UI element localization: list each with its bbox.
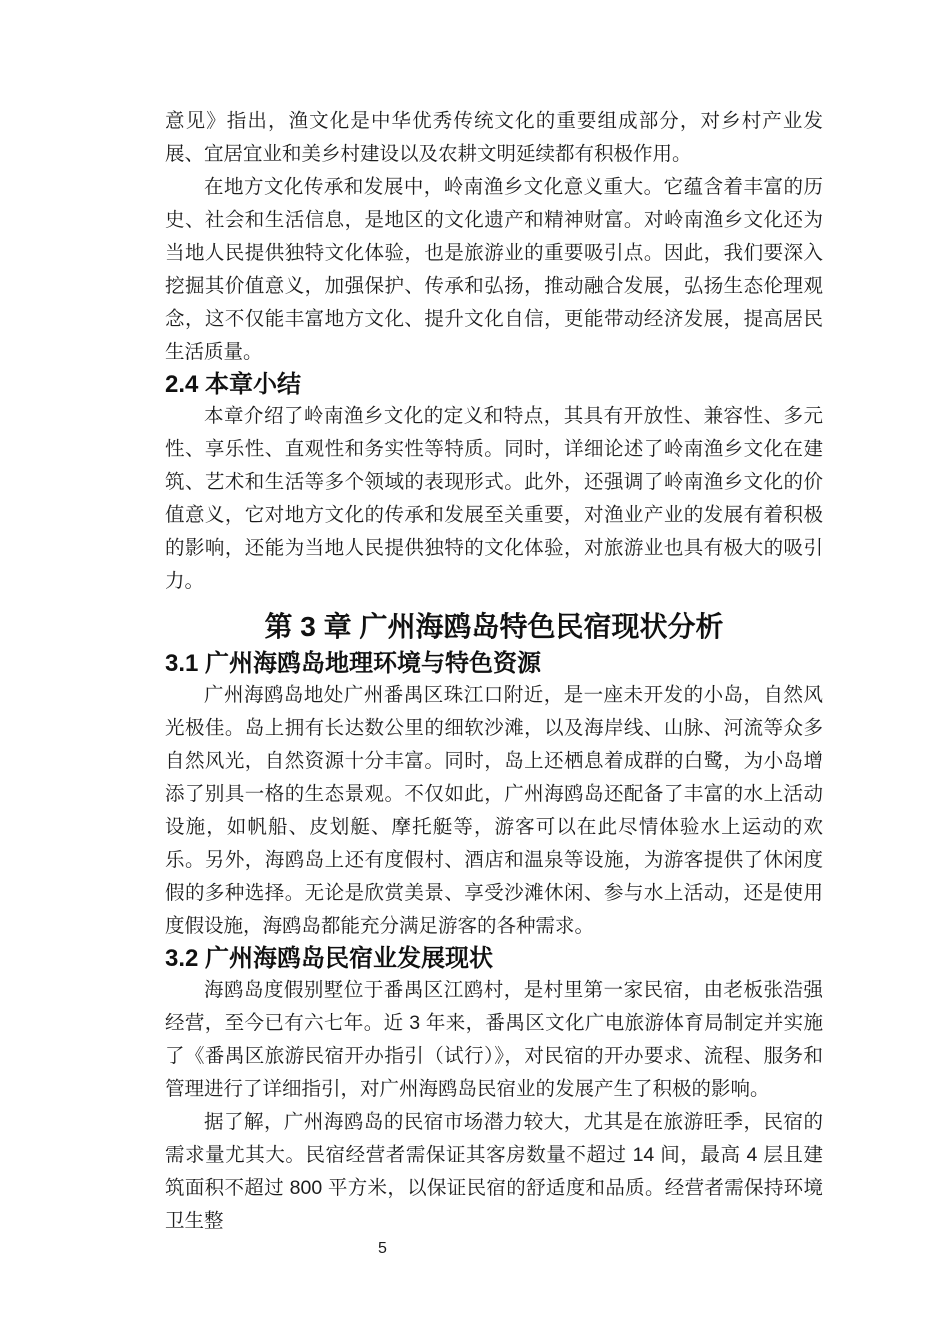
paragraph-homestay-development: 海鸥岛度假别墅位于番禺区江鸥村，是村里第一家民宿，由老板张浩强经营，至今已有六七年。近 3 年来，番禺区文化广电旅游体育局制定并实施了《番禺区旅游民宿开办指引（试行）》，对民宿的开办要求、流程、服务和管理进行了详细指引，对广州海鸥岛民宿业的发展产生了积极的影响。 (165, 979, 823, 1100)
paragraph-island-geography: 广州海鸥岛地处广州番禺区珠江口附近，是一座未开发的小岛，自然风光极佳。岛上拥有长达数公里的细软沙滩，以及海岸线、山脉、河流等众多自然风光，自然资源十分丰富。同时，岛上还栖息着成群的白鹭，为小岛增添了别具一格的生态景观。不仅如此，广州海鸥岛还配备了丰富的水上活动设施，如帆船、皮划艇、摩托艇等，游客可以在此尽情体验水上运动的欢乐。另外，海鸥岛上还有度假村、酒店和温泉等设施，为游客提供了休闲度假的多种选择。无论是欣赏美景、享受沙滩休闲、参与水上活动，还是使用度假设施，海鸥岛都能充分满足游客的各种需求。 (165, 684, 823, 937)
page-number: 5 (378, 1240, 387, 1257)
paragraph-chapter-summary: 本章介绍了岭南渔乡文化的定义和特点，其具有开放性、兼容性、多元性、享乐性、直观性和务实性等特质。同时，详细论述了岭南渔乡文化在建筑、艺术和生活等多个领域的表现形式。此外，还强调了岭南渔乡文化的价值意义，它对地方文化的传承和发展至关重要，对渔业产业的发展有着积极的影响，还能为当地人民提供独特的文化体验，对旅游业也具有极大的吸引力。 (165, 405, 823, 592)
paragraph-culture-significance: 在地方文化传承和发展中，岭南渔乡文化意义重大。它蕴含着丰富的历史、社会和生活信息，是地区的文化遗产和精神财富。对岭南渔乡文化还为当地人民提供独特文化体验，也是旅游业的重要吸引点。因此，我们要深入挖掘其价值意义，加强保护、传承和弘扬，推动融合发展，弘扬生态伦理观念，这不仅能丰富地方文化、提升文化自信，更能带动经济发展，提高居民生活质量。 (165, 176, 823, 363)
heading-section-3-2: 3.2 广州海鸥岛民宿业发展现状 (165, 945, 494, 972)
page-content (165, 105, 823, 1238)
paragraph-homestay-market: 据了解，广州海鸥岛的民宿市场潜力较大，尤其是在旅游旺季，民宿的需求量尤其大。民宿经营者需保证其客房数量不超过 14 间，最高 4 层且建筑面积不超过 800 平方米，以保证民宿的舒适度和品质。经营者需保持环境卫生整 (165, 1111, 823, 1232)
carryover-paragraph: 意见》指出，渔文化是中华优秀传统文化的重要组成部分，对乡村产业发展、宜居宜业和美乡村建设以及农耕文明延续都有积极作用。 (165, 110, 823, 165)
chapter-3-title: 第 3 章 广州海鸥岛特色民宿现状分析 (264, 611, 724, 642)
heading-section-2-4: 2.4 本章小结 (165, 371, 302, 398)
heading-section-3-1: 3.1 广州海鸥岛地理环境与特色资源 (165, 650, 542, 677)
